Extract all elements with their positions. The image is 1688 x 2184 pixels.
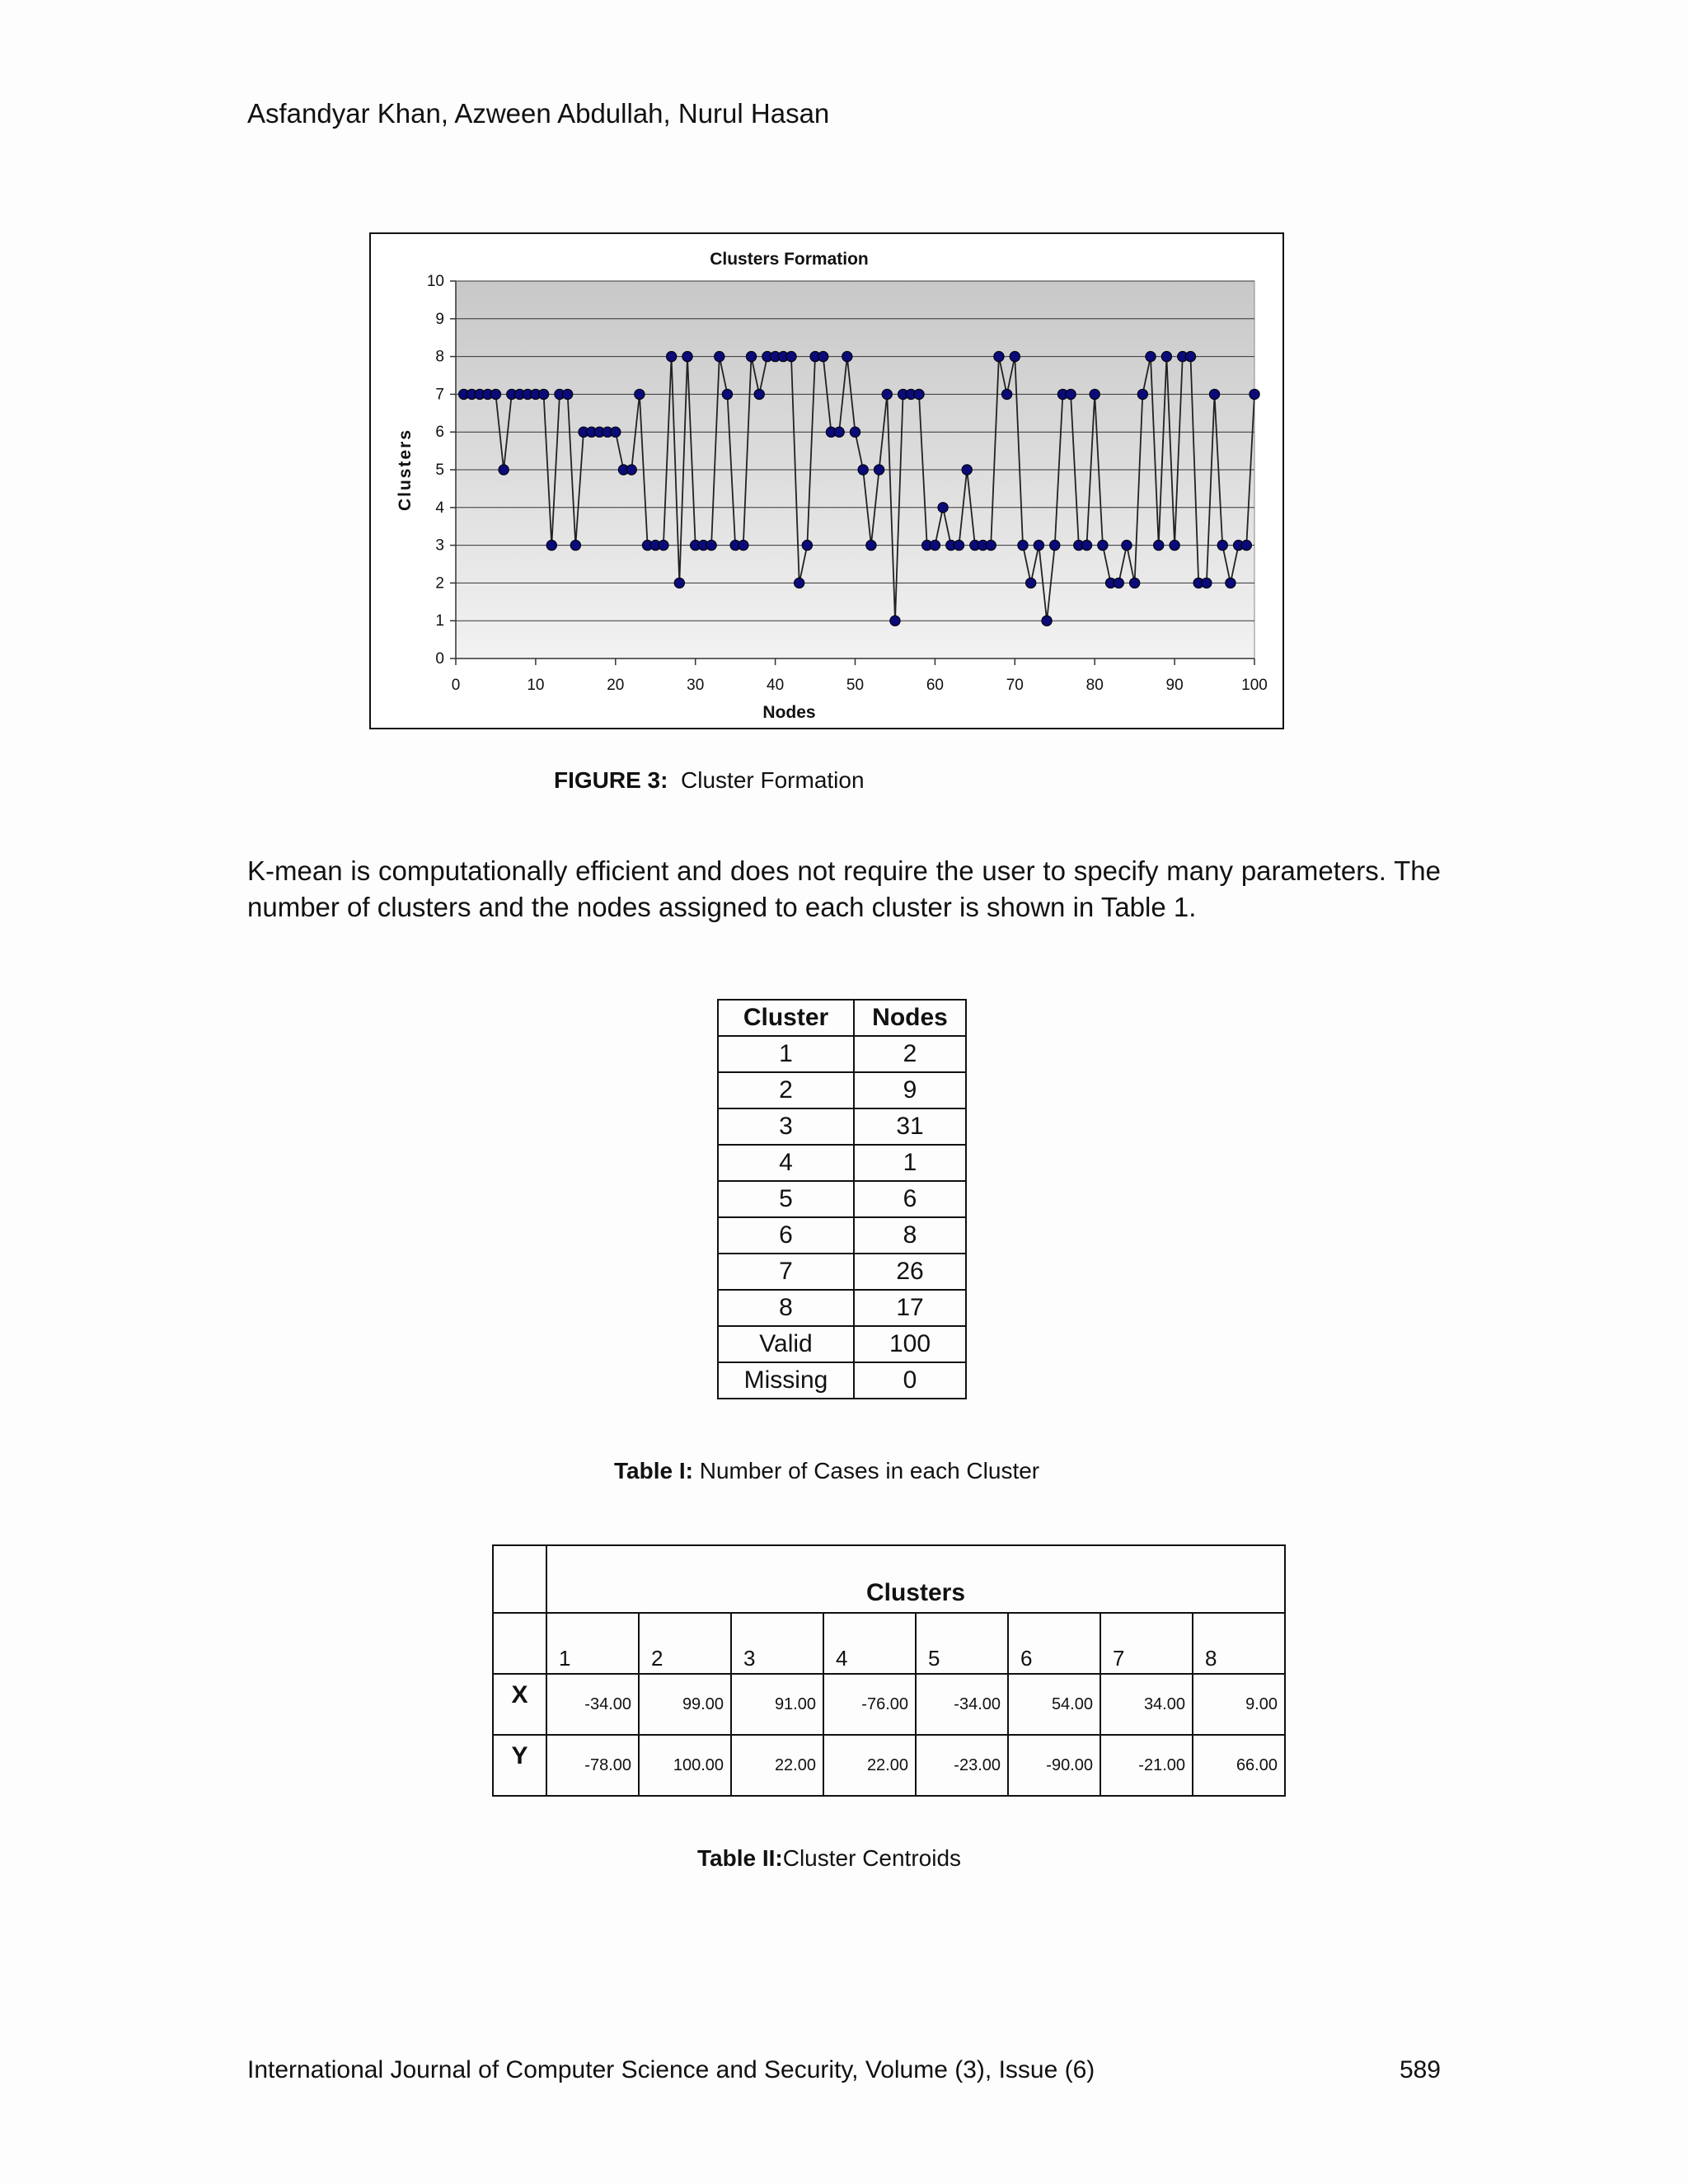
table1-row — [718, 1036, 966, 1072]
table2-column-header: 1 — [546, 1613, 639, 1674]
y-tick-label: 9 — [435, 310, 444, 328]
x-tick-label: 80 — [1085, 677, 1104, 694]
y-axis-label: Clusters — [396, 428, 415, 512]
table1-cell: 4 — [718, 1145, 854, 1181]
table1-caption-text: Number of Cases in each Cluster — [692, 1458, 1040, 1483]
table2-cell: 34.00 — [1100, 1674, 1193, 1735]
table1-header-row — [718, 1000, 966, 1036]
x-tick-label: 10 — [527, 677, 545, 694]
data-point — [611, 427, 621, 437]
y-tick-label: 3 — [435, 537, 444, 555]
table1-row — [718, 1181, 966, 1217]
data-point — [538, 389, 548, 399]
data-point — [1114, 578, 1123, 588]
data-point — [1050, 540, 1060, 550]
table2-row-label: Y — [493, 1735, 546, 1796]
data-point — [546, 540, 556, 550]
data-point — [490, 389, 500, 399]
y-tick-label: 7 — [435, 386, 444, 404]
table1-cell: Valid — [718, 1326, 854, 1362]
data-point — [850, 427, 860, 437]
x-tick-label: 70 — [1006, 677, 1024, 694]
data-point — [1090, 389, 1100, 399]
y-tick-label: 4 — [435, 499, 444, 517]
data-point — [890, 616, 900, 626]
table2-cell: -90.00 — [1008, 1735, 1100, 1796]
table2-cell: -23.00 — [916, 1735, 1008, 1796]
table2-row — [493, 1674, 1285, 1735]
table2-group-row — [493, 1545, 1285, 1613]
table2-blank-cell — [493, 1613, 546, 1674]
table2-cell: -34.00 — [916, 1674, 1008, 1735]
data-point — [1146, 351, 1156, 361]
data-point — [1250, 389, 1259, 399]
table2-cell: 54.00 — [1008, 1674, 1100, 1735]
table1-row — [718, 1290, 966, 1326]
x-tick-label: 0 — [451, 677, 461, 694]
table1-cell: Missing — [718, 1362, 854, 1399]
table2-column-header: 5 — [916, 1613, 1008, 1674]
table1-header-cell: Cluster — [718, 1000, 854, 1036]
table2-cell: -78.00 — [546, 1735, 639, 1796]
y-tick-label: 10 — [426, 273, 444, 290]
table1-cell: 26 — [854, 1254, 966, 1290]
table1-cell: 2 — [718, 1072, 854, 1108]
table1-caption — [614, 1457, 1039, 1485]
data-point — [674, 578, 684, 588]
table2-cell: 22.00 — [731, 1735, 823, 1796]
cluster-centroids-table — [492, 1544, 1286, 1797]
table1-cell: 9 — [854, 1072, 966, 1108]
table1-cell: 1 — [718, 1036, 854, 1072]
table2-caption — [697, 1844, 961, 1872]
data-point — [746, 351, 756, 361]
data-point — [1010, 351, 1020, 361]
table1-row — [718, 1217, 966, 1254]
data-point — [626, 465, 636, 475]
data-point — [1098, 540, 1108, 550]
table2-cell: -21.00 — [1100, 1735, 1193, 1796]
table2-column-row — [493, 1613, 1285, 1674]
data-point — [994, 351, 1004, 361]
y-tick-label: 2 — [435, 574, 444, 593]
data-point — [722, 389, 732, 399]
table1-row — [718, 1254, 966, 1290]
table1-row — [718, 1108, 966, 1145]
data-point — [1161, 351, 1171, 361]
footer-journal: International Journal of Computer Science and Security, Volume (3), Issue (6) — [247, 2056, 1095, 2083]
table2-cell: 66.00 — [1193, 1735, 1285, 1796]
x-tick-label: 30 — [687, 677, 705, 694]
data-point — [842, 351, 852, 361]
cluster-formation-chart — [369, 232, 1284, 729]
y-tick-label: 5 — [435, 462, 444, 479]
table1-cell: 6 — [854, 1181, 966, 1217]
cluster-count-table — [717, 999, 967, 1399]
data-point — [882, 389, 892, 399]
table2-column-header: 2 — [639, 1613, 731, 1674]
data-point — [818, 351, 828, 361]
table2-corner-cell — [493, 1545, 546, 1613]
data-point — [794, 578, 804, 588]
table2-group-header: Clusters — [546, 1545, 1285, 1613]
data-point — [706, 540, 716, 550]
data-point — [1185, 351, 1195, 361]
y-tick-label: 6 — [435, 424, 444, 442]
data-point — [962, 465, 972, 475]
data-point — [1001, 389, 1011, 399]
data-point — [858, 465, 868, 475]
x-tick-label: 40 — [767, 677, 785, 694]
data-point — [1209, 389, 1219, 399]
data-point — [1154, 540, 1164, 550]
data-point — [938, 503, 948, 513]
data-point — [562, 389, 572, 399]
table2-cell: -34.00 — [546, 1674, 639, 1735]
chart-title: Clusters Formation — [710, 250, 869, 269]
table2-row-label: X — [493, 1674, 546, 1735]
table2-row — [493, 1735, 1285, 1796]
table1-cell: 17 — [854, 1290, 966, 1326]
data-point — [1170, 540, 1179, 550]
data-point — [1217, 540, 1227, 550]
table1-row — [718, 1362, 966, 1399]
page-header-authors: Asfandyar Khan, Azween Abdullah, Nurul Hasan — [247, 98, 830, 129]
data-point — [1202, 578, 1212, 588]
data-point — [1081, 540, 1091, 550]
table1-caption-label: Table I: — [614, 1458, 693, 1483]
data-point — [1241, 540, 1251, 550]
figure-caption — [554, 766, 865, 794]
table2-cell: 100.00 — [639, 1735, 731, 1796]
data-point — [666, 351, 676, 361]
data-point — [1066, 389, 1076, 399]
table1-cell: 0 — [854, 1362, 966, 1399]
table1-cell: 2 — [854, 1036, 966, 1072]
data-point — [786, 351, 796, 361]
chart-svg — [371, 234, 1282, 728]
table2-cell: -76.00 — [823, 1674, 916, 1735]
data-point — [1137, 389, 1147, 399]
y-tick-label: 1 — [435, 612, 444, 630]
data-point — [682, 351, 692, 361]
y-tick-label: 0 — [435, 650, 444, 668]
data-point — [499, 465, 509, 475]
table2-column-header: 4 — [823, 1613, 916, 1674]
table1-cell: 5 — [718, 1181, 854, 1217]
table2-cell: 99.00 — [639, 1674, 731, 1735]
table1-row — [718, 1326, 966, 1362]
table2-cell: 9.00 — [1193, 1674, 1285, 1735]
x-tick-label: 20 — [607, 677, 625, 694]
data-point — [1042, 616, 1052, 626]
table2-caption-text: Cluster Centroids — [782, 1845, 962, 1871]
table2-column-header: 8 — [1193, 1613, 1285, 1674]
table2-caption-label: Table II: — [697, 1845, 783, 1871]
data-point — [866, 540, 876, 550]
x-tick-label: 90 — [1165, 677, 1184, 694]
data-point — [1034, 540, 1043, 550]
data-point — [1129, 578, 1139, 588]
x-tick-label: 100 — [1241, 677, 1268, 694]
data-point — [930, 540, 940, 550]
y-tick-label: 8 — [435, 348, 444, 366]
data-point — [1025, 578, 1035, 588]
table1-cell: 8 — [854, 1217, 966, 1254]
data-point — [635, 389, 645, 399]
data-point — [1226, 578, 1236, 588]
table2-column-header: 7 — [1100, 1613, 1193, 1674]
body-paragraph: K-mean is computationally efficient and does not require the user to specify many parameters. The number of clusters and the nodes assigned to each cluster is shown in Table 1. — [247, 855, 1441, 922]
data-point — [738, 540, 748, 550]
data-point — [802, 540, 812, 550]
data-point — [1122, 540, 1132, 550]
figure-caption-title: Cluster Formation — [681, 767, 865, 793]
figure-caption-label: FIGURE 3: — [554, 767, 668, 793]
data-point — [914, 389, 924, 399]
data-point — [1018, 540, 1028, 550]
data-point — [754, 389, 764, 399]
data-point — [715, 351, 724, 361]
table1-cell: 100 — [854, 1326, 966, 1362]
data-point — [986, 540, 996, 550]
data-point — [834, 427, 844, 437]
x-axis-label: Nodes — [762, 703, 816, 722]
x-tick-label: 50 — [846, 677, 865, 694]
data-point — [570, 540, 580, 550]
table1-row — [718, 1145, 966, 1181]
table1-cell: 1 — [854, 1145, 966, 1181]
data-point — [874, 465, 884, 475]
table2-cell: 22.00 — [823, 1735, 916, 1796]
table1-cell: 3 — [718, 1108, 854, 1145]
table1-cell: 8 — [718, 1290, 854, 1326]
table2-cell: 91.00 — [731, 1674, 823, 1735]
table1-row — [718, 1072, 966, 1108]
page-footer — [247, 2055, 1441, 2086]
table1-cell: 7 — [718, 1254, 854, 1290]
footer-page-number: 589 — [1399, 2056, 1441, 2083]
x-tick-label: 60 — [926, 677, 944, 694]
table1-header-cell: Nodes — [854, 1000, 966, 1036]
table2-column-header: 3 — [731, 1613, 823, 1674]
table2-column-header: 6 — [1008, 1613, 1100, 1674]
table1-cell: 31 — [854, 1108, 966, 1145]
data-point — [954, 540, 964, 550]
table1-cell: 6 — [718, 1217, 854, 1254]
data-point — [659, 540, 668, 550]
